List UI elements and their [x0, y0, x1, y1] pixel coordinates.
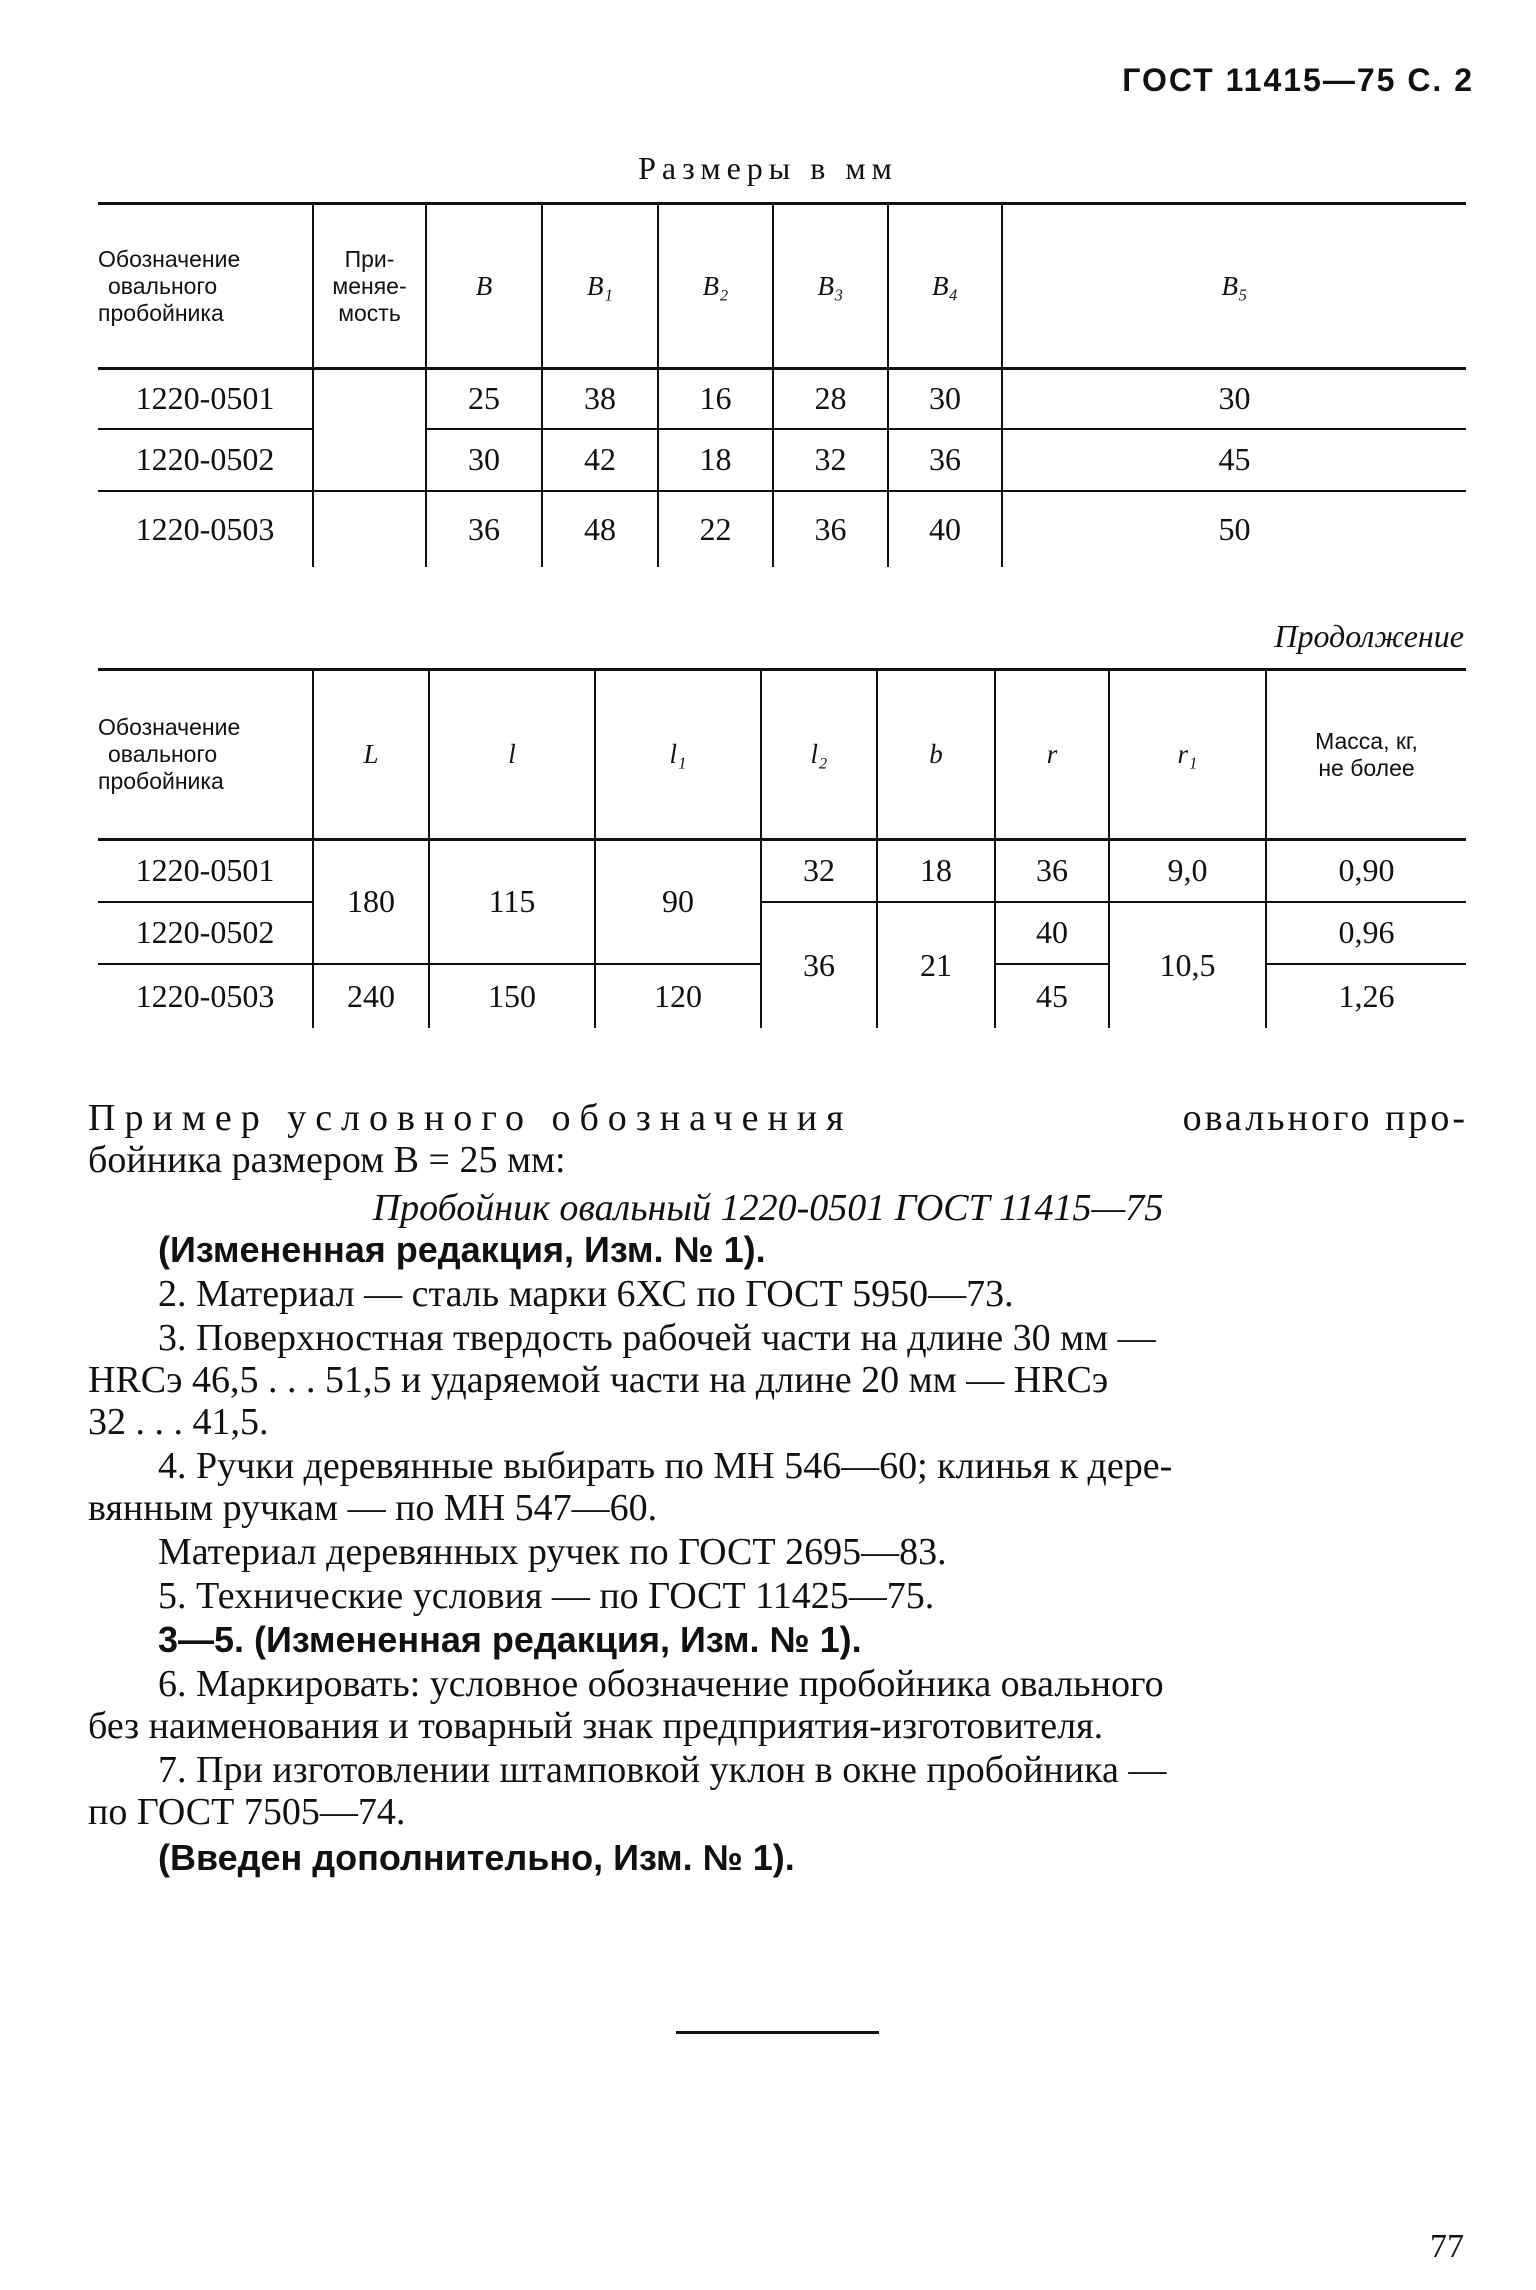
header-designation: Обозначение овального пробойника: [98, 245, 241, 326]
cell-l2: 36: [761, 902, 877, 1028]
header-B5: B₅: [1002, 204, 1466, 369]
cell-B5: 50: [1002, 491, 1466, 567]
cell-B2: 16: [658, 369, 773, 429]
cell-B: 25: [426, 369, 542, 429]
cell-designation: 1220-0502: [98, 902, 313, 964]
cell-B5: 30: [1002, 369, 1466, 429]
example-intro: Пример условного обозначения овального про-: [88, 1097, 1468, 1139]
cell-B2: 18: [658, 429, 773, 491]
cell-B4: 30: [888, 369, 1002, 429]
cell-B4: 36: [888, 429, 1002, 491]
cell-r1: 10,5: [1109, 902, 1266, 1028]
item-6-line1: 6. Маркировать: условное обозначение пробойника овального: [158, 1663, 1164, 1705]
cell-designation: 1220-0501: [98, 840, 313, 902]
table1-caption: Размеры в мм: [638, 150, 898, 186]
item-6-line2: без наименования и товарный знак предприятия-изготовителя.: [88, 1705, 1104, 1747]
cell-B1: 48: [542, 491, 658, 567]
header-r1: r₁: [1109, 670, 1266, 840]
cell-B1: 38: [542, 369, 658, 429]
dimensions-table: [98, 202, 1466, 567]
item-3-line3: 32 . . . 41,5.: [88, 1401, 269, 1443]
item-4-material: Материал деревянных ручек по ГОСТ 2695—83.: [158, 1531, 947, 1573]
cell-B: 36: [426, 491, 542, 567]
header-B3: B₃: [773, 204, 888, 369]
header-B4: B₄: [888, 204, 1002, 369]
cell-l: 150: [429, 964, 595, 1028]
item-7-line2: по ГОСТ 7505—74.: [88, 1791, 406, 1833]
item-3-line1: 3. Поверхностная твердость рабочей части на длине 30 мм —: [158, 1317, 1156, 1359]
page-number: 77: [1430, 2228, 1464, 2265]
change-note-3-5: 3—5. (Измененная редакция, Изм. № 1).: [158, 1619, 862, 1660]
document-reference: ГОСТ 11415—75 С. 2: [1122, 62, 1474, 98]
divider: [676, 2031, 879, 2034]
item-5: 5. Технические условия — по ГОСТ 11425—75.: [158, 1575, 935, 1617]
cell-l: 115: [429, 840, 595, 964]
added-note: (Введен дополнительно, Изм. № 1).: [158, 1837, 795, 1878]
cell-b: 18: [877, 840, 995, 902]
item-7-line1: 7. При изготовлении штамповкой уклон в окне пробойника —: [158, 1749, 1167, 1791]
cell-B3: 36: [773, 491, 888, 567]
item-4-line2: вянным ручкам — по МН 547—60.: [88, 1487, 658, 1529]
cell-r: 40: [995, 902, 1109, 964]
cell-designation: 1220-0501: [98, 369, 313, 429]
item-3-line2: HRCэ 46,5 . . . 51,5 и ударяемой части на длине 20 мм — HRCэ: [88, 1359, 1109, 1401]
header-applicability: При- меняе- мость: [313, 204, 426, 369]
cell-b: 21: [877, 902, 995, 1028]
cell-designation: 1220-0503: [135, 510, 275, 547]
header-l1: l₁: [595, 670, 761, 840]
header-B2: B₂: [658, 204, 773, 369]
cell-L: 180: [313, 840, 429, 964]
cell-l2: 32: [761, 840, 877, 902]
cell-l1: 90: [595, 840, 761, 964]
cell-applicability: [313, 369, 426, 429]
header-b: b: [877, 670, 995, 840]
cell-r: 36: [995, 840, 1109, 902]
cell-r1: 9,0: [1109, 840, 1266, 902]
header-L: L: [313, 670, 429, 840]
cell-B4: 40: [888, 491, 1002, 567]
cell-B: 30: [426, 429, 542, 491]
cell-l1: 120: [595, 964, 761, 1028]
cell-B2: 22: [658, 491, 773, 567]
cell-applicability: [313, 429, 426, 491]
cell-B5: 45: [1002, 429, 1466, 491]
cell-mass: 1,26: [1266, 964, 1466, 1028]
item-4-line1: 4. Ручки деревянные выбирать по МН 546—60; клинья к дере-: [158, 1445, 1173, 1487]
header-B: B: [426, 204, 542, 369]
example-intro-line2: бойника размером B = 25 мм:: [88, 1139, 566, 1181]
header-r: r: [995, 670, 1109, 840]
header-l2: l₂: [761, 670, 877, 840]
cell-B3: 28: [773, 369, 888, 429]
cell-designation: 1220-0502: [98, 429, 313, 491]
table2-caption: Продолжение: [1274, 618, 1464, 654]
cell-mass: 0,90: [1266, 840, 1466, 902]
item-2: 2. Материал — сталь марки 6ХС по ГОСТ 5950—73.: [158, 1273, 1014, 1315]
cell-mass: 0,96: [1266, 902, 1466, 964]
header-B1: B₁: [542, 204, 658, 369]
header-l: l: [429, 670, 595, 840]
example-designation: Пробойник овальный 1220-0501 ГОСТ 11415—75: [372, 1187, 1164, 1229]
cell-B1: 42: [542, 429, 658, 491]
cell-r: 45: [995, 964, 1109, 1028]
cell-L: 240: [313, 964, 429, 1028]
cell-applicability: [313, 491, 426, 567]
header-mass: Масса, кг, не более: [1266, 670, 1466, 840]
change-note-1: (Измененная редакция, Изм. № 1).: [158, 1229, 766, 1270]
header-designation: Обозначение овального пробойника: [98, 714, 241, 794]
cell-designation: 1220-0503: [135, 977, 275, 1014]
dimensions-table-continued: [98, 668, 1466, 1028]
cell-B3: 32: [773, 429, 888, 491]
